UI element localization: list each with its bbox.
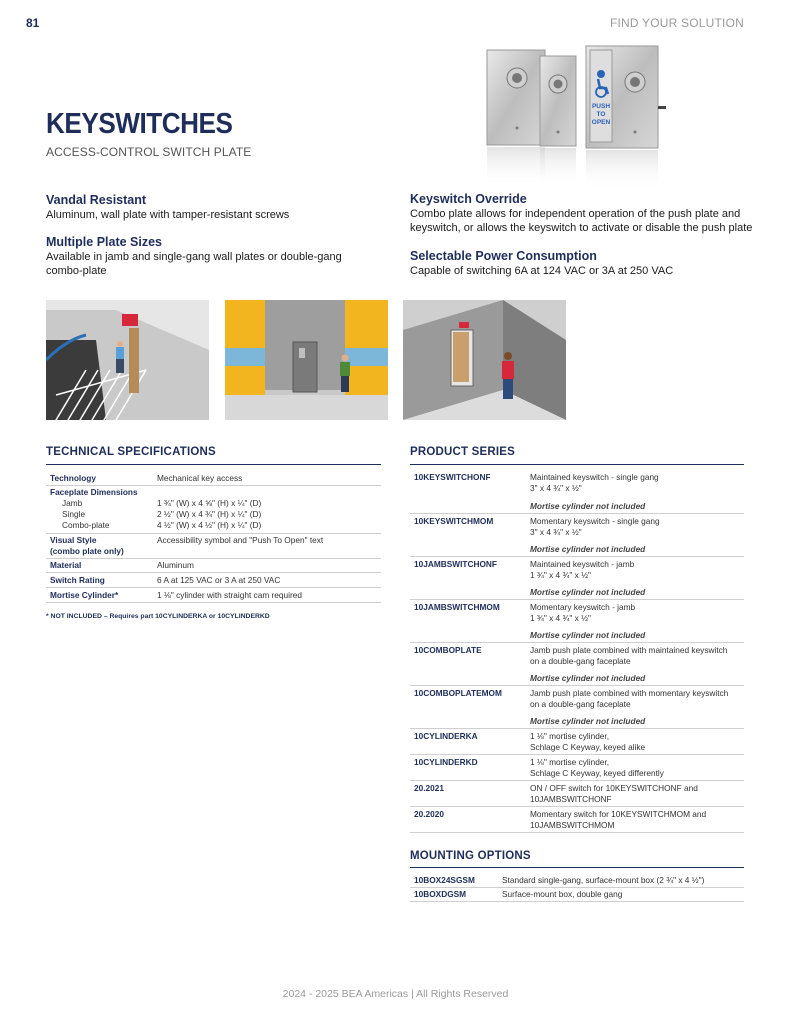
series-code: 20.2021 <box>414 783 444 793</box>
spec-row-switch-rating <box>46 573 381 588</box>
spec-value-combo: 4 ½" (W) x 4 ½" (H) x ¼" (D) <box>157 520 262 530</box>
spec-value: Aluminum <box>157 560 194 570</box>
spec-value: 1 ⅛" cylinder with straight cam required <box>157 590 302 600</box>
mounting-options-rule <box>410 867 744 868</box>
series-code: 10JAMBSWITCHMOM <box>414 602 500 612</box>
series-code: 10COMBOPLATEMOM <box>414 688 502 698</box>
series-desc-line1: Momentary keyswitch - jamb <box>530 602 636 612</box>
feature-title: Vandal Resistant <box>46 193 147 207</box>
page-number: 81 <box>26 16 40 30</box>
corridor-illustration <box>225 300 388 420</box>
series-desc-line2: 10JAMBSWITCHONF <box>530 794 612 804</box>
series-desc-line2: Schlage C Keyway, keyed alike <box>530 742 646 752</box>
spec-footnote: * NOT INCLUDED – Requires part 10CYLINDERKA or 10CYLINDERKD <box>46 613 270 620</box>
open-label: OPEN <box>591 119 611 126</box>
spec-value-single: 2 ½" (W) x 4 ¾" (H) x ¼" (D) <box>157 509 262 519</box>
mounting-row <box>410 874 744 888</box>
mounting-desc: Standard single-gang, surface-mount box (2 ¾" x 4 ½") <box>502 875 705 885</box>
product-photo <box>480 42 680 192</box>
feature-vandal-resistant <box>46 193 386 222</box>
series-desc-line2: Schlage C Keyway, keyed differently <box>530 768 664 778</box>
series-desc-line2: 3" x 4 ¾" x ½" <box>530 527 582 537</box>
series-code: 10CYLINDERKD <box>414 757 478 767</box>
series-row <box>410 557 744 600</box>
series-desc-line1: 1 ⅛" mortise cylinder, <box>530 757 610 767</box>
series-row <box>410 514 744 557</box>
mounting-code: 10BOXDGSM <box>414 889 467 899</box>
series-row <box>410 781 744 807</box>
spec-label: Material <box>50 560 82 570</box>
feature-title: Keyswitch Override <box>410 192 527 206</box>
find-your-solution-link[interactable]: FIND YOUR SOLUTION <box>609 16 744 30</box>
series-desc-line2: 3" x 4 ¾" x ½" <box>530 483 582 493</box>
series-desc-line1: ON / OFF switch for 10KEYSWITCHONF and <box>530 783 698 793</box>
series-desc-line1: Jamb push plate combined with momentary keyswitch <box>530 688 729 698</box>
mounting-desc: Surface-mount box, double gang <box>502 889 623 899</box>
push-label: PUSH <box>591 103 611 110</box>
feature-multiple-plate-sizes <box>46 235 366 278</box>
series-note: Mortise cylinder not included <box>530 587 646 597</box>
series-row <box>410 729 744 755</box>
to-label: TO <box>596 111 606 118</box>
series-desc-line2: 10JAMBSWITCHMOM <box>530 820 615 830</box>
spec-value: Mechanical key access <box>157 473 243 483</box>
mounting-row <box>410 888 744 902</box>
combo-plate <box>586 46 666 190</box>
series-note: Mortise cylinder not included <box>530 630 646 640</box>
series-desc-line1: Jamb push plate combined with maintained keyswitch <box>530 645 728 655</box>
series-row <box>410 686 744 729</box>
page-title: KEYSWITCHES <box>46 108 233 140</box>
feature-text: Capable of switching 6A at 124 VAC or 3A at 250 VAC <box>410 265 674 277</box>
spec-label: Faceplate Dimensions <box>50 487 138 497</box>
stairway-illustration <box>46 300 209 420</box>
spec-sublabel-combo: Combo-plate <box>62 520 110 530</box>
spec-row-material <box>46 559 381 573</box>
spec-label: Mortise Cylinder* <box>50 590 119 600</box>
spec-label: Technology <box>50 473 96 483</box>
series-note: Mortise cylinder not included <box>530 716 646 726</box>
spec-value-jamb: 1 ¾" (W) x 4 ⅝" (H) x ¼" (D) <box>157 498 262 508</box>
series-desc-line2: 1 ¾" x 4 ¾" x ½" <box>530 613 591 623</box>
series-desc-line1: Momentary switch for 10KEYSWITCHMOM and <box>530 809 707 819</box>
spec-label: Visual Style <box>50 535 97 545</box>
series-code: 10COMBOPLATE <box>414 645 482 655</box>
feature-keyswitch-override <box>410 192 755 235</box>
feature-title: Multiple Plate Sizes <box>46 235 163 249</box>
tech-specs-heading: TECHNICAL SPECIFICATIONS <box>46 446 216 458</box>
series-note: Mortise cylinder not included <box>530 501 646 511</box>
jamb-plate <box>540 56 576 186</box>
mounting-options-heading: MOUNTING OPTIONS <box>410 850 531 862</box>
series-note: Mortise cylinder not included <box>530 673 646 683</box>
spec-value: 6 A at 125 VAC or 3 A at 250 VAC <box>157 575 281 585</box>
spec-value: Accessibility symbol and "Push To Open" text <box>157 535 324 545</box>
feature-text: Available in jamb and single-gang wall plates or double-gang combo-plate <box>46 251 342 277</box>
series-desc-line1: Momentary keyswitch - single gang <box>530 516 660 526</box>
page-footer: 2024 - 2025 BEA Americas | All Rights Reserved <box>282 988 509 1000</box>
feature-title: Selectable Power Consumption <box>410 249 597 263</box>
series-desc-line2: on a double-gang faceplate <box>530 699 631 709</box>
series-code: 20.2020 <box>414 809 444 819</box>
spec-row-mortise-cylinder <box>46 588 381 603</box>
feature-text: Aluminum, wall plate with tamper-resistant screws <box>46 209 290 221</box>
page-subtitle: ACCESS-CONTROL SWITCH PLATE <box>46 145 252 159</box>
feature-text: Combo plate allows for independent operation of the push plate and keyswitch, or allows the keyswitch to activate or disable the push plate <box>410 208 753 234</box>
single-gang-plate <box>487 50 545 187</box>
series-desc-line1: Maintained keyswitch - jamb <box>530 559 635 569</box>
product-series-heading: PRODUCT SERIES <box>410 446 516 458</box>
spec-label: Switch Rating <box>50 575 105 585</box>
spec-row-technology <box>46 471 381 486</box>
series-row <box>410 600 744 643</box>
spec-label-sub: (combo plate only) <box>50 546 124 556</box>
spec-row-visual-style <box>46 534 381 559</box>
series-note: Mortise cylinder not included <box>530 544 646 554</box>
series-desc-line1: 1 ⅛" mortise cylinder, <box>530 731 610 741</box>
series-code: 10KEYSWITCHONF <box>414 472 491 482</box>
spec-sublabel-single: Single <box>62 509 86 519</box>
feature-selectable-power <box>410 249 750 278</box>
spec-row-faceplate <box>46 486 381 534</box>
series-desc-line2: 1 ¾" x 4 ¾" x ½" <box>530 570 591 580</box>
series-row <box>410 466 744 514</box>
exit-door-illustration <box>403 300 566 420</box>
series-code: 10KEYSWITCHMOM <box>414 516 494 526</box>
series-desc-line2: on a double-gang faceplate <box>530 656 631 666</box>
series-row <box>410 755 744 781</box>
series-code: 10JAMBSWITCHONF <box>414 559 497 569</box>
mounting-code: 10BOX24SGSM <box>414 875 475 885</box>
spec-sublabel-jamb: Jamb <box>62 498 83 508</box>
series-row <box>410 643 744 686</box>
series-desc-line1: Maintained keyswitch - single gang <box>530 472 659 482</box>
series-code: 10CYLINDERKA <box>414 731 478 741</box>
product-series-rule <box>410 464 744 465</box>
series-row <box>410 807 744 833</box>
tech-specs-rule <box>46 464 381 465</box>
